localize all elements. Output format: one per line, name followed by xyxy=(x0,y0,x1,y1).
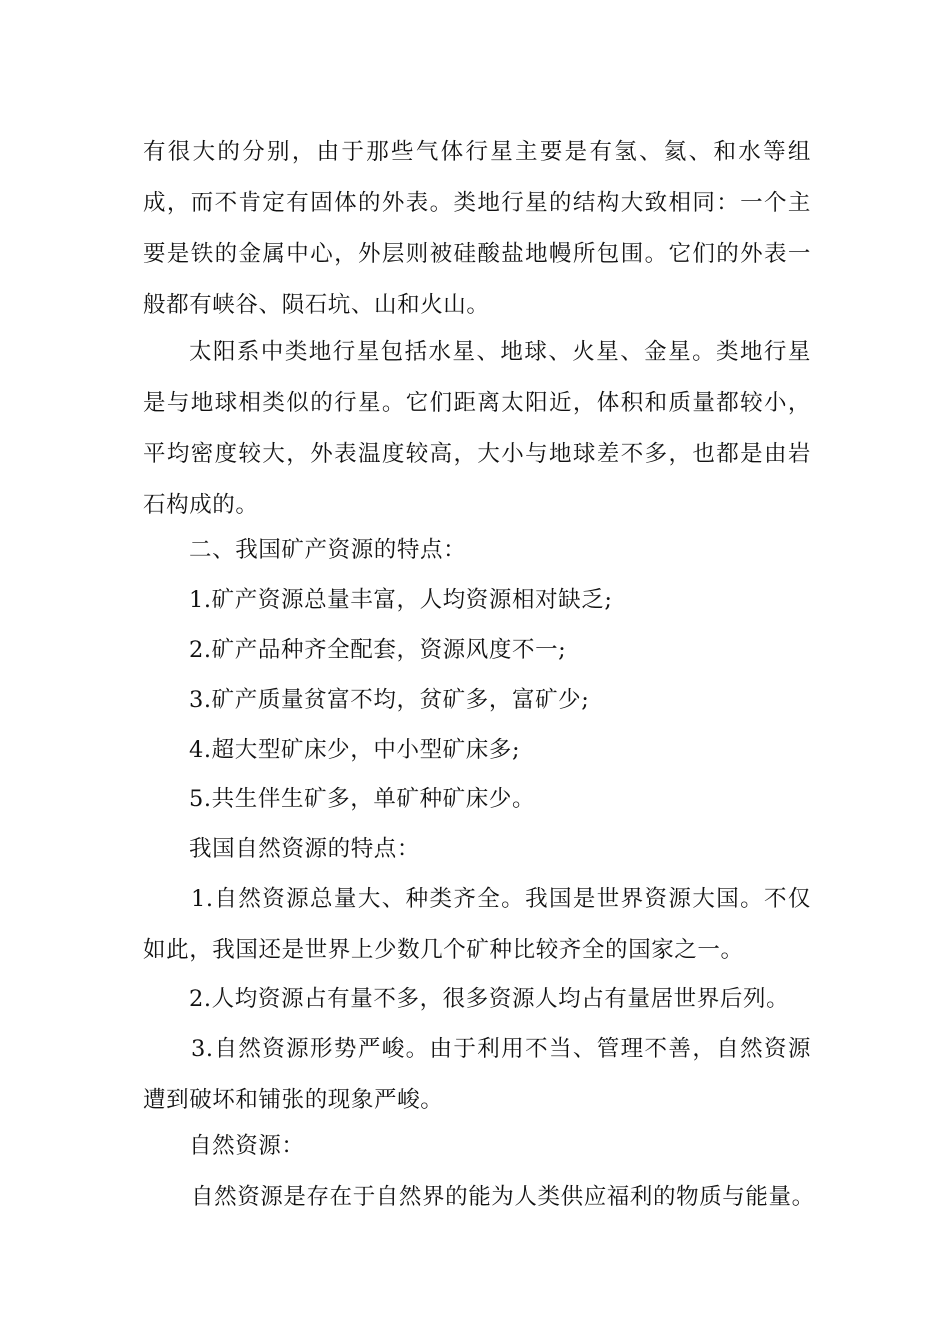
list-item-natural-3: 3.自然资源形势严峻。由于利用不当、管理不善，自然资源遭到破坏和铺张的现象严峻。 xyxy=(143,1036,811,1113)
paragraph-natural-resources-definition: 自然资源是存在于自然界的能为人类供应福利的物质与能量。 xyxy=(191,1184,815,1210)
paragraph-terrestrial-structure: 有很大的分别，由于那些气体行星主要是有氢、氦、和水等组成，而不肯定有固体的外表。类地行星的结构大致相同：一个主要是铁的金属中心，外层则被硅酸盐地幔所包围。它们的外表一般都有峡谷、陨石坑、山和火山。 xyxy=(143,139,811,318)
heading-mineral-features: 二、我国矿产资源的特点： xyxy=(189,537,467,563)
list-item-natural-2: 2.人均资源占有量不多，很多资源人均占有量居世界后列。 xyxy=(189,986,790,1012)
heading-natural-resource-features: 我国自然资源的特点： xyxy=(189,836,421,862)
list-item-mineral-4: 4.超大型矿床少，中小型矿床多; xyxy=(189,737,521,763)
paragraph-terrestrial-planets: 太阳系中类地行星包括水星、地球、火星、金星。类地行星是与地球相类似的行星。它们距离太阳近，体积和质量都较小，平均密度较大，外表温度较高，大小与地球差不多，也都是由岩石构成的。 xyxy=(143,339,811,518)
list-item-mineral-5: 5.共生伴生矿多，单矿种矿床少。 xyxy=(189,786,536,812)
list-item-mineral-2: 2.矿产品种齐全配套，资源风度不一; xyxy=(189,637,567,663)
heading-natural-resources: 自然资源： xyxy=(189,1133,305,1159)
list-item-mineral-3: 3.矿产质量贫富不均，贫矿多，富矿少; xyxy=(189,687,590,713)
list-item-mineral-1: 1.矿产资源总量丰富，人均资源相对缺乏; xyxy=(189,587,613,613)
list-item-natural-1: 1.自然资源总量大、种类齐全。我国是世界资源大国。不仅如此，我国还是世界上少数几个矿种比较齐全的国家之一。 xyxy=(143,886,811,963)
